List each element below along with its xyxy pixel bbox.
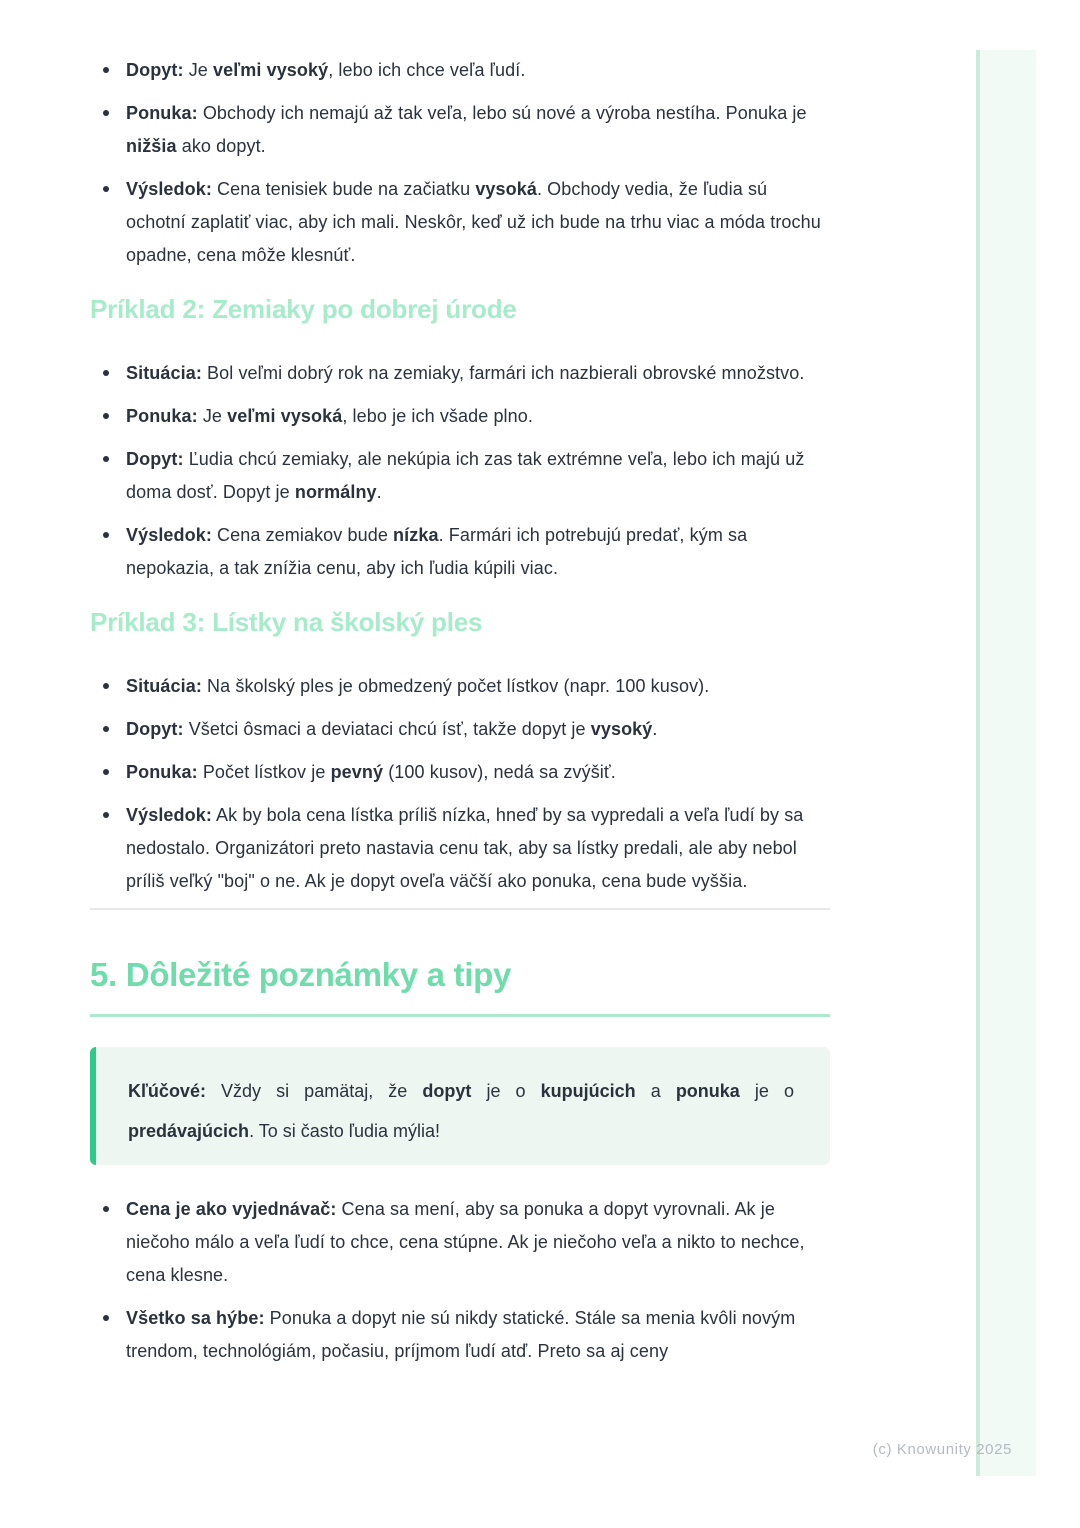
list-item <box>126 97 830 163</box>
bold-run: veľmi vysoká <box>227 406 343 426</box>
bold-run: Cena je ako vyjednávač: <box>126 1199 337 1219</box>
list-item <box>126 357 830 390</box>
text-run: (100 kusov), nedá sa zvýšiť. <box>383 762 616 782</box>
list-item <box>126 54 830 87</box>
bold-run: Ponuka: <box>126 762 198 782</box>
text-run: je o <box>739 1081 794 1101</box>
list-item <box>126 713 830 746</box>
bold-run: dopyt <box>422 1081 472 1101</box>
bold-run: Kľúčové: <box>128 1081 206 1101</box>
text-run: , lebo je ich všade plno. <box>342 406 533 426</box>
text-run: Ak by bola cena lístka príliš nízka, hneď by sa vypredali a veľa ľudí by sa nedostalo. Organizátori preto nastavia cenu tak, aby sa lístky predali, ale aby nebol príliš veľký "boj" o ne. Ak je dopyt oveľa väčší ako ponuka, cena bude vyššia. <box>126 805 804 891</box>
bullet-list <box>90 670 830 898</box>
bold-run: kupujúcich <box>540 1081 636 1101</box>
text-run: Je <box>197 406 228 426</box>
bold-run: nižšia <box>126 136 177 156</box>
divider <box>90 908 830 910</box>
text-run: . <box>652 719 658 739</box>
example-heading: Príklad 2: Zemiaky po dobrej úrode <box>90 294 517 324</box>
bold-run: predávajúcich <box>128 1121 250 1141</box>
text-run: . <box>376 482 382 502</box>
list-item <box>126 670 830 703</box>
callout-text <box>128 1071 794 1151</box>
bold-run: ponuka <box>675 1081 740 1101</box>
text-run: Cena tenisiek bude na začiatku <box>211 179 476 199</box>
bold-run: Dopyt: <box>126 60 184 80</box>
bullet-list <box>90 357 830 585</box>
text-run: Obchody ich nemajú až tak veľa, lebo sú nové a výroba nestíha. Ponuka je <box>197 103 807 123</box>
example-heading: Príklad 3: Lístky na školský ples <box>90 607 483 637</box>
page-edge-strip <box>976 50 1036 1476</box>
text-run: Ponuka a dopyt nie sú nikdy statické. Stále sa menia kvôli novým trendom, technológiám, počasiu, príjmom ľudí atď. Preto sa aj ceny <box>126 1308 796 1361</box>
bold-run: Všetko sa hýbe: <box>126 1308 265 1328</box>
list-item <box>126 400 830 433</box>
bold-run: Ponuka: <box>126 103 198 123</box>
list-item <box>126 1302 830 1368</box>
text-run: Na školský ples je obmedzený počet lístkov (napr. 100 kusov). <box>201 676 710 696</box>
bold-run: veľmi vysoký <box>213 60 329 80</box>
text-run: Ľudia chcú zemiaky, ale nekúpia ich zas tak extrémne veľa, lebo ich majú už doma dosť. Dopyt je <box>126 449 805 502</box>
text-run: Cena zemiakov bude <box>211 525 394 545</box>
bold-run: Výsledok: <box>126 179 212 199</box>
bold-run: Výsledok: <box>126 525 212 545</box>
text-run: je o <box>471 1081 541 1101</box>
bold-run: Situácia: <box>126 363 202 383</box>
bullet-list <box>90 1193 830 1368</box>
text-run: Cena sa mení, aby sa ponuka a dopyt vyrovnali. Ak je niečoho málo a veľa ľudí to chce, cena stúpne. Ak je niečoho veľa a nikto to nechce, cena klesne. <box>126 1199 805 1285</box>
bold-run: normálny <box>294 482 377 502</box>
text-run: , lebo ich chce veľa ľudí. <box>328 60 526 80</box>
content-blocks <box>90 54 830 1378</box>
list-item <box>126 799 830 898</box>
bold-run: Situácia: <box>126 676 202 696</box>
text-run: . Obchody vedia, že ľudia sú ochotní zaplatiť viac, aby ich mali. Neskôr, keď už ich bude na trhu viac a móda trochu opadne, cena môže klesnúť. <box>126 179 821 265</box>
bold-run: vysoký <box>590 719 653 739</box>
bold-run: pevný <box>330 762 384 782</box>
text-run: Je <box>183 60 214 80</box>
text-run: Všetci ôsmaci a deviataci chcú ísť, takže dopyt je <box>183 719 591 739</box>
list-item <box>126 443 830 509</box>
bullet-list <box>90 54 830 272</box>
list-item <box>126 173 830 272</box>
bold-run: Ponuka: <box>126 406 198 426</box>
text-run: . Farmári ich potrebujú predať, kým sa nepokazia, a tak znížia cenu, aby ich ľudia kúpili viac. <box>126 525 748 578</box>
key-callout <box>90 1047 830 1165</box>
bold-run: Výsledok: <box>126 805 212 825</box>
watermark: (c) Knowunity 2025 <box>872 1441 1012 1458</box>
text-run: Počet lístkov je <box>197 762 331 782</box>
list-item <box>126 519 830 585</box>
bold-run: vysoká <box>475 179 537 199</box>
bold-run: Dopyt: <box>126 719 184 739</box>
text-run: . To si často ľudia mýlia! <box>249 1121 441 1141</box>
text-run: a <box>635 1081 676 1101</box>
list-item <box>126 1193 830 1292</box>
text-run: ako dopyt. <box>176 136 266 156</box>
section-title: 5. Dôležité poznámky a tipy <box>90 955 830 1017</box>
text-run: Vždy si pamätaj, že <box>205 1081 423 1101</box>
text-run: Bol veľmi dobrý rok na zemiaky, farmári ich nazbierali obrovské množstvo. <box>201 363 805 383</box>
bold-run: Dopyt: <box>126 449 184 469</box>
list-item <box>126 756 830 789</box>
bold-run: nízka <box>393 525 439 545</box>
